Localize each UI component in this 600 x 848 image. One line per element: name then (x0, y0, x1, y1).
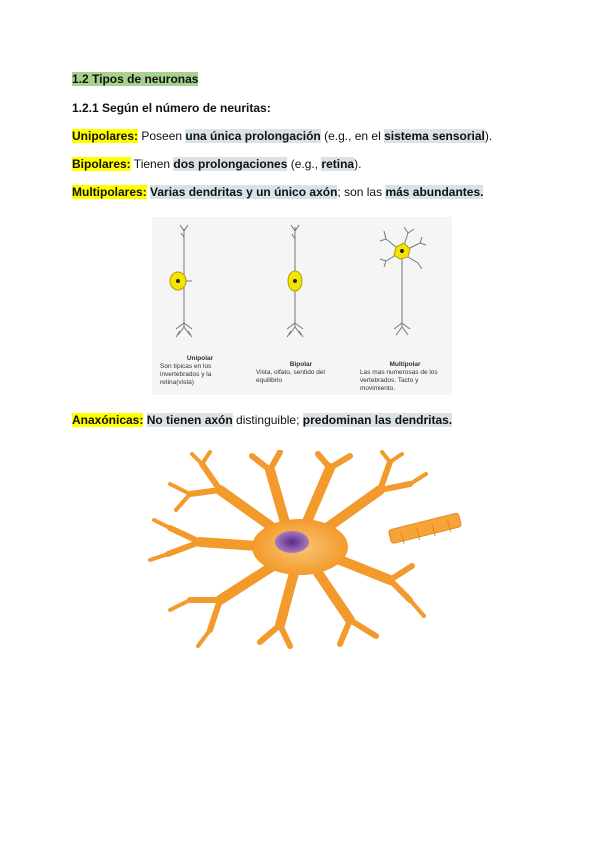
multipolar-caption-title: Multipolar (389, 361, 421, 368)
bipolar-highlight-2: retina (321, 157, 355, 171)
unipolar-neuron-drawing (170, 225, 192, 337)
bipolar-paragraph (72, 157, 361, 172)
bipolar-neuron-drawing (287, 225, 303, 337)
unipolar-text-1: Poseen (138, 129, 186, 143)
anaxonic-paragraph (72, 413, 452, 428)
unipolar-highlight-2: sistema sensorial (384, 129, 485, 143)
multipolar-caption (360, 353, 450, 393)
multipolar-caption-text: Las mas numerosas de los vertebrados. Tacto y movimiento. (360, 369, 438, 392)
unipolar-caption (160, 347, 240, 387)
subsection-title-text: 1.2.1 Según el número de neuritas: (72, 101, 271, 115)
multipolar-highlight-1: Varias dendritas y un único axón (150, 185, 338, 199)
bipolar-caption-title: Bipolar (289, 361, 313, 368)
unipolar-text-2: (e.g., en el (320, 129, 385, 143)
anaxonic-highlight-2: predominan las dendritas. (302, 413, 453, 427)
unipolar-caption-title: Unipolar (186, 355, 214, 362)
multipolar-highlight-2: más abundantes. (385, 185, 484, 199)
unipolar-term: Unipolares: (72, 129, 139, 143)
neuron-types-figure (152, 217, 452, 395)
bipolar-text-2: (e.g., (287, 157, 322, 171)
multipolar-text-1: ; son las (337, 185, 386, 199)
bipolar-term: Bipolares: (72, 157, 131, 171)
unipolar-text-3: ). (484, 129, 493, 143)
nucleus (275, 531, 309, 553)
section-title-text: 1.2 Tipos de neuronas (72, 72, 199, 86)
anaxonic-highlight-1: No tienen axón (146, 413, 233, 427)
anaxonic-text-1: distinguible; (232, 413, 303, 427)
bipolar-highlight-1: dos prolongaciones (173, 157, 288, 171)
multipolar-neuron-drawing (380, 227, 426, 335)
unipolar-caption-text: Son típicas en los invertebrados y la retina(vista) (160, 363, 212, 386)
bipolar-text-1: Tienen (130, 157, 174, 171)
unipolar-paragraph (72, 129, 492, 144)
multipolar-paragraph (72, 185, 483, 200)
section-title (72, 72, 198, 87)
bipolar-caption-text: Vista, olfato, sentido del equilibrio (256, 369, 325, 384)
subsection-title (72, 101, 271, 116)
anaxonic-neuron-figure (140, 450, 470, 650)
bipolar-text-3: ). (354, 157, 362, 171)
unipolar-highlight-1: una única prolongación (185, 129, 321, 143)
anaxonic-term: Anaxónicas: (72, 413, 144, 427)
multipolar-term: Multipolares: (72, 185, 147, 199)
bipolar-caption (256, 353, 346, 385)
neuron-illustration (140, 450, 470, 650)
